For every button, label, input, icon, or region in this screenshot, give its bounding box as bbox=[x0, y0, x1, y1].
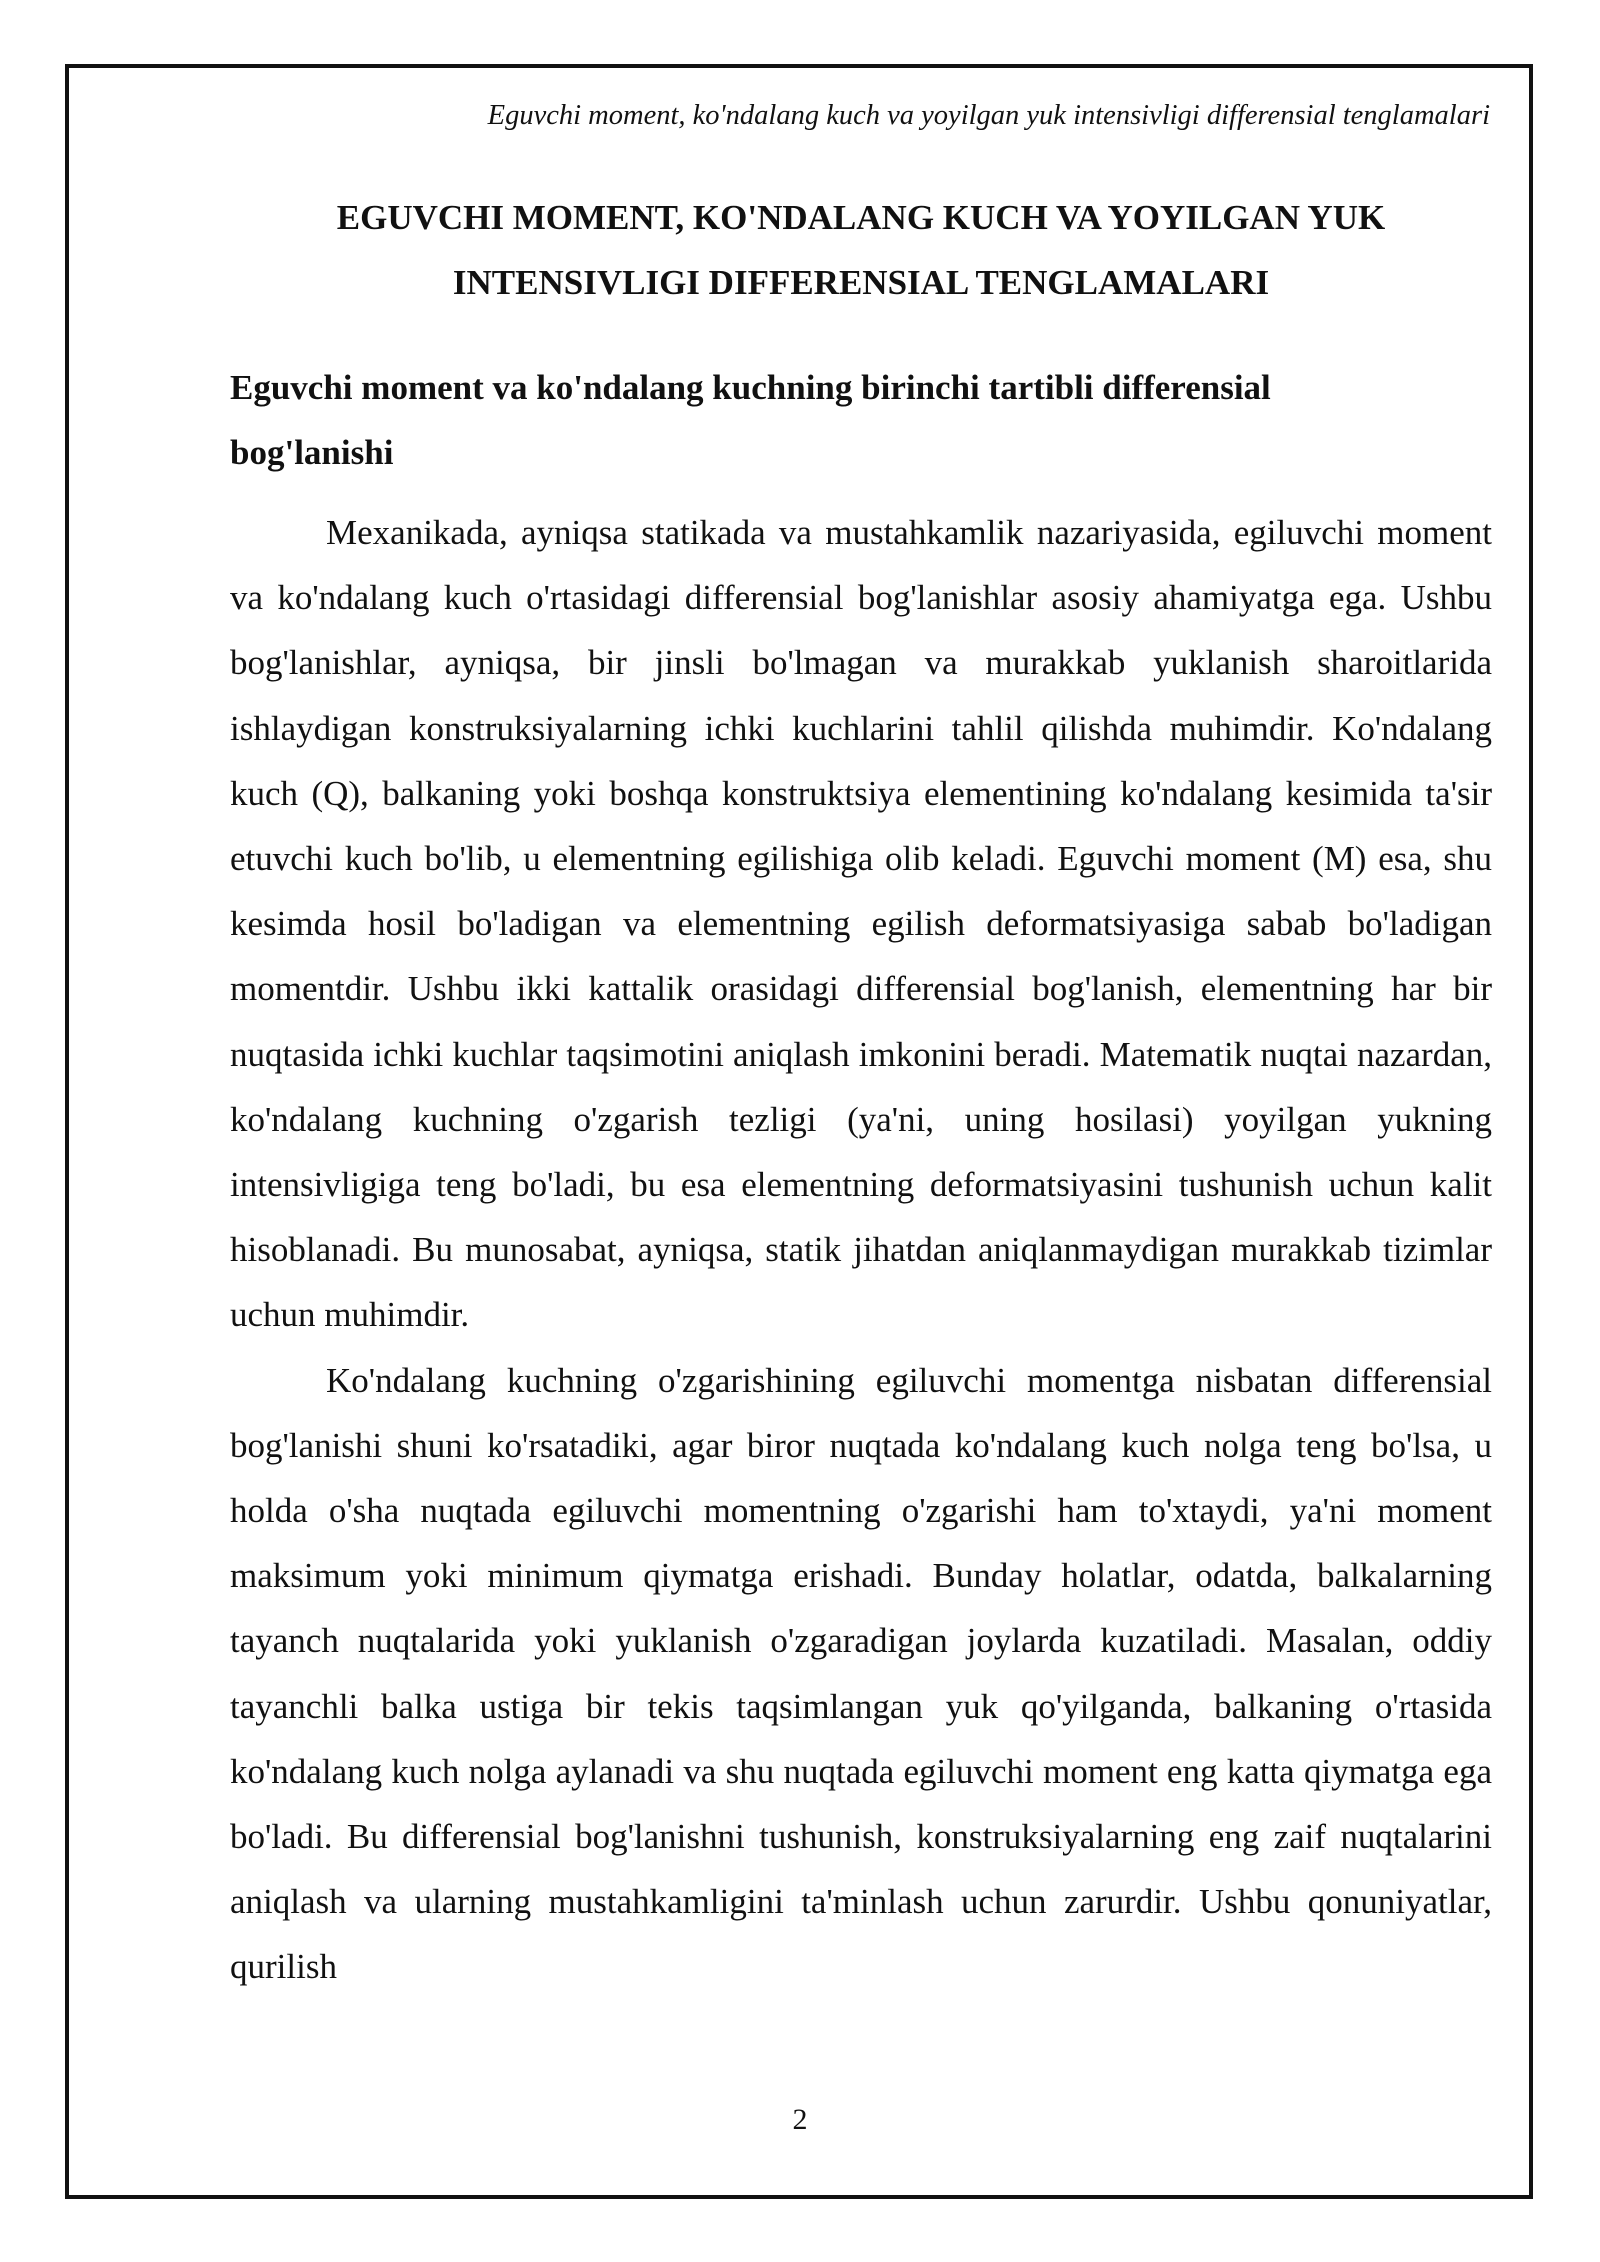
section-heading: Eguvchi moment va ko'ndalang kuchning birinchi tartibli differensial bog'lanishi bbox=[230, 368, 1271, 472]
paragraph: Ko'ndalang kuchning o'zgarishining egiluvchi momentga nisbatan differensial bog'lanishi shuni ko'rsatadiki, agar biror nuqtada ko'ndalang kuch nolga teng bo'lsa, u holda o'sha nuqtada egiluvchi momentning o'zgarishi ham to'xtaydi, ya'ni moment maksimum yoki minimum qiymatga erishadi. Bunday holatlar, odatda, balkalarning tayanch nuqtalarida yoki yuklanish o'zgaradigan joylarda kuzatiladi. Masalan, oddiy tayanchli balka ustiga bir tekis taqsimlangan yuk qo'yilganda, balkaning o'rtasida ko'ndalang kuch nolga aylanadi va shu nuqtada egiluvchi moment eng katta qiymatga ega bo'ladi. Bu differensial bog'lanishni tushunish, konstruksiyalarning eng zaif nuqtalarini aniqlash va ularning mustahkamligini ta'minlash uchun zarurdir. Ushbu qonuniyatlar, qurilish bbox=[230, 1360, 1492, 1987]
document-title: EGUVCHI MOMENT, KO'NDALANG KUCH VA YOYILGAN YUK INTENSIVLIGI DIFFERENSIAL TENGLAMALARI bbox=[336, 198, 1386, 302]
running-header: Eguvchi moment, ko'ndalang kuch va yoyilgan yuk intensivligi differensial tenglamalari bbox=[487, 100, 1490, 131]
body-text bbox=[230, 500, 1492, 2000]
page-number: 2 bbox=[792, 2103, 808, 2136]
paragraph: Mexanikada, ayniqsa statikada va mustahkamlik nazariyasida, egiluvchi moment va ko'ndalang kuch o'rtasidagi differensial bog'lanishlar asosiy ahamiyatga ega. Ushbu bog'lanishlar, ayniqsa, bir jinsli bo'lmagan va murakkab yuklanish sharoitlarida ishlaydigan konstruksiyalarning ichki kuchlarini tahlil qilishda muhimdir. Ko'ndalang kuch (Q), balkaning yoki boshqa konstruktsiya elementining ko'ndalang kesimida ta'sir etuvchi kuch bo'lib, u elementning egilishiga olib keladi. Eguvchi moment (M) esa, shu kesimda hosil bo'ladigan va elementning egilish deformatsiyasiga sabab bo'ladigan momentdir. Ushbu ikki kattalik orasidagi differensial bog'lanish, elementning har bir nuqtasida ichki kuchlar taqsimotini aniqlash imkonini beradi. Matematik nuqtai nazardan, ko'ndalang kuchning o'zgarish tezligi (ya'ni, uning hosilasi) yoyilgan yukning intensivligiga teng bo'ladi, bu esa elementning deformatsiyasini tushunish uchun kalit hisoblanadi. Bu munosabat, ayniqsa, statik jihatdan aniqlanmaydigan murakkab tizimlar uchun muhimdir. bbox=[230, 513, 1492, 1335]
